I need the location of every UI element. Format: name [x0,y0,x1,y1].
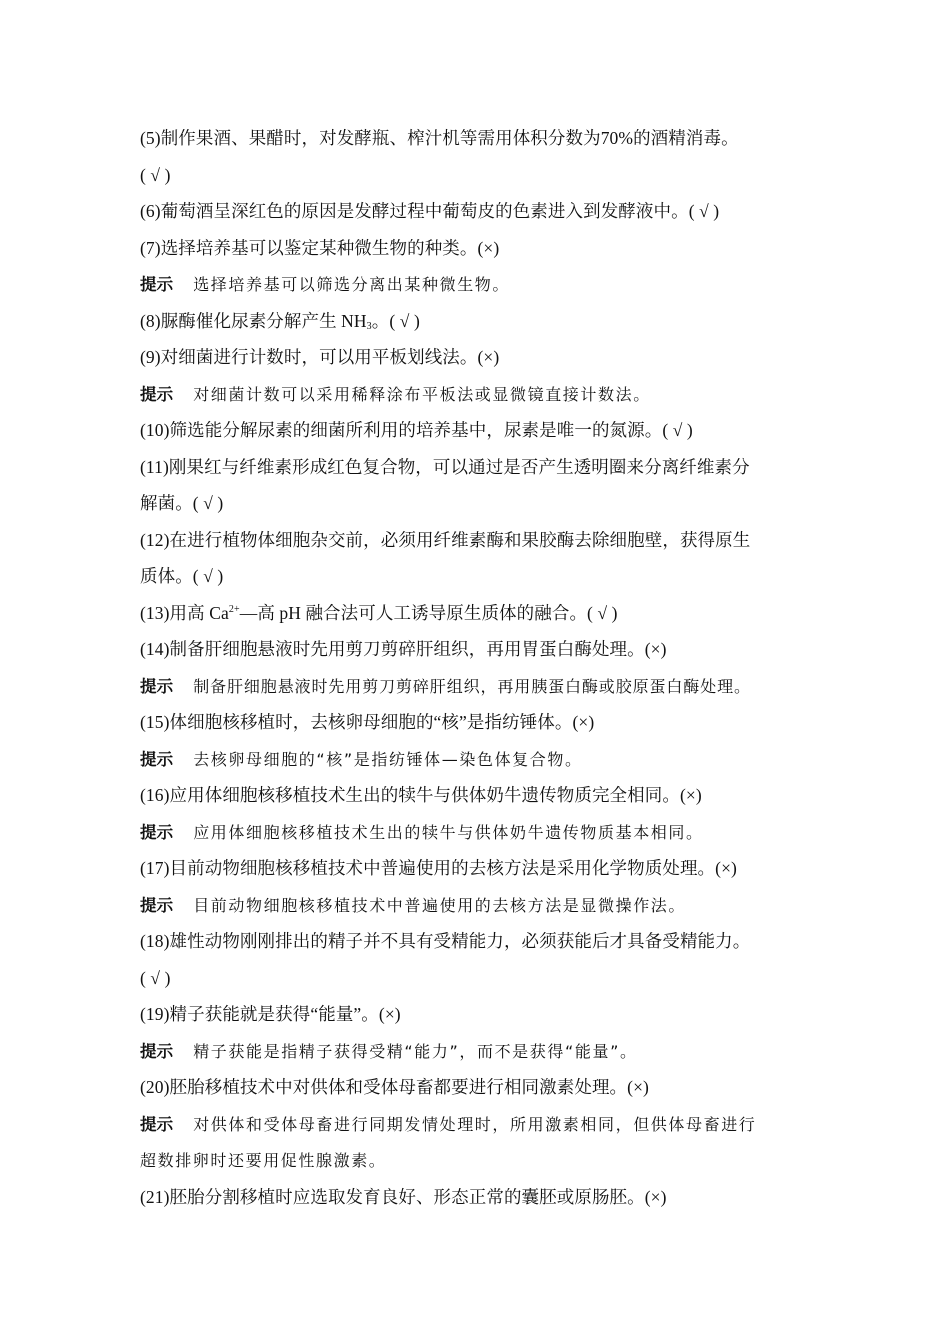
item-18-line-2: ( √ ) [140,967,171,988]
item-8-text: (8)脲酶催化尿素分解产生 NH [140,310,367,331]
item-12-line-2: 质体。( √ ) [140,566,224,586]
hint-20 [140,1106,820,1143]
hint-14 [140,668,820,705]
item-12-line-1: (12)在进行植物体细胞杂交前，必须用纤维素酶和果胶酶去除细胞壁，获得原生 [140,529,751,550]
item-11-line-2: 解菌。( √ ) [140,493,224,513]
subscript-3: 3 [366,320,372,332]
item-13 [140,595,820,632]
hint-text: 制备肝细胞悬液时先用剪刀剪碎肝组织，再用胰蛋白酶或胶原蛋白酶处理。 [193,676,751,696]
hint-text: 选择培养基可以筛选分离出某种微生物。 [193,275,511,294]
item-5-line-1: (5)制作果酒、果醋时，对发酵瓶、榨汁机等需用体积分数为70%的酒精消毒。 [140,128,739,148]
hint-text: 超数排卵时还要用促性腺激素。 [140,1151,387,1170]
item-13-text-a: (13)用高 Ca [140,602,229,623]
item-20: (20)胚胎移植技术中对供体和受体母畜都要进行相同激素处理。(×) [140,1077,649,1097]
hint-text: 应用体细胞核移植技术生出的犊牛与供体奶牛遗传物质基本相同。 [193,822,704,842]
hint-text: 精子获能是指精子获得受精“能力”，而不是获得“能量”。 [193,1041,638,1061]
item-8-answer: 。( √ ) [371,310,420,331]
document-page [140,120,820,1215]
hint-19 [140,1033,820,1070]
superscript-2plus: 2+ [228,603,240,615]
item-21: (21)胚胎分割移植时应选取发育良好、形态正常的囊胚或原肠胚。(×) [140,1186,667,1207]
item-17: (17)目前动物细胞核移植技术中普遍使用的去核方法是采用化学物质处理。(×) [140,858,737,878]
hint-label: 提示 [140,895,174,915]
hint-text: 对供体和受体母畜进行同期发情处理时，所用激素相同，但供体母畜进行 [193,1114,757,1134]
hint-label: 提示 [140,1114,174,1134]
item-18-line-1: (18)雄性动物刚刚排出的精子并不具有受精能力，必须获能后才具备受精能力。 [140,931,751,951]
hint-label: 提示 [140,384,174,404]
hint-7 [140,266,820,303]
item-6: (6)葡萄酒呈深红色的原因是发酵过程中葡萄皮的色素进入到发酵液中。( √ ) [140,201,720,221]
item-10: (10)筛选能分解尿素的细菌所利用的培养基中，尿素是唯一的氮源。( √ ) [140,420,693,440]
hint-20-continued [140,1142,820,1179]
hint-label: 提示 [140,275,174,294]
hint-label: 提示 [140,822,174,842]
item-16: (16)应用体细胞核移植技术生出的犊牛与供体奶牛遗传物质完全相同。(×) [140,785,702,805]
hint-17 [140,887,820,924]
hint-text: 去核卵母细胞的“核”是指纺锤体—染色体复合物。 [193,749,583,769]
hint-16 [140,814,820,851]
item-14: (14)制备肝细胞悬液时先用剪刀剪碎肝组织，再用胃蛋白酶处理。(×) [140,639,667,659]
item-15: (15)体细胞核移植时，去核卵母细胞的“核”是指纺锤体。(×) [140,712,595,732]
hint-text: 对细菌计数可以采用稀释涂布平板法或显微镜直接计数法。 [193,384,651,404]
item-13-text-b: —高 pH 融合法可人工诱导原生质体的融合。( √ ) [239,602,618,623]
hint-label: 提示 [140,676,174,696]
hint-text: 目前动物细胞核移植技术中普遍使用的去核方法是显微操作法。 [193,895,687,915]
hint-9 [140,376,820,413]
item-7: (7)选择培养基可以鉴定某种微生物的种类。(×) [140,237,500,258]
hint-15 [140,741,820,778]
item-9: (9)对细菌进行计数时，可以用平板划线法。(×) [140,347,500,367]
item-19: (19)精子获能就是获得“能量”。(×) [140,1004,401,1024]
hint-label: 提示 [140,1041,174,1061]
hint-label: 提示 [140,749,174,769]
item-8 [140,303,820,340]
item-11-line-1: (11)刚果红与纤维素形成红色复合物，可以通过是否产生透明圈来分离纤维素分 [140,456,750,477]
item-5-line-2: ( √ ) [140,164,171,185]
